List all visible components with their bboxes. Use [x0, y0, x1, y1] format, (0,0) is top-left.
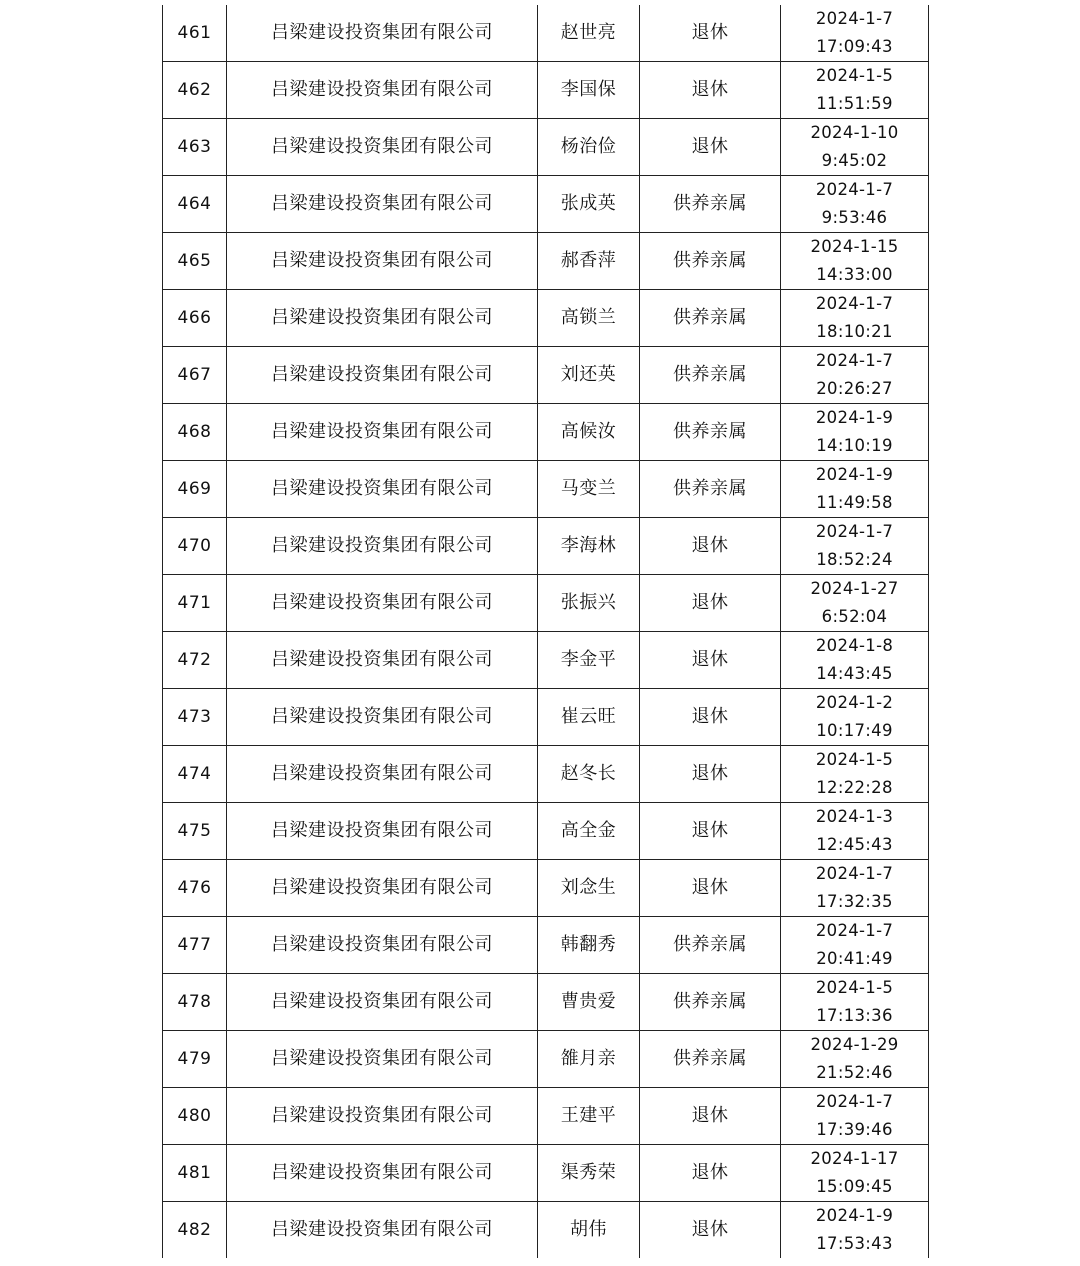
table-row	[163, 233, 929, 290]
submitted-at-cell	[781, 1202, 929, 1259]
records-table	[162, 5, 929, 1258]
submitted-time: 17:13:36	[816, 1006, 893, 1025]
row-number-cell: 482	[163, 1202, 227, 1259]
person-name-cell: 雒月亲	[538, 1031, 640, 1088]
person-name-cell: 王建平	[538, 1088, 640, 1145]
row-number-cell: 466	[163, 290, 227, 347]
category-cell: 退休	[640, 746, 781, 803]
table-row	[163, 518, 929, 575]
category-cell: 供养亲属	[640, 1031, 781, 1088]
row-number-cell: 480	[163, 1088, 227, 1145]
person-name-cell: 张振兴	[538, 575, 640, 632]
company-cell: 吕梁建设投资集团有限公司	[227, 62, 538, 119]
table-row	[163, 347, 929, 404]
submitted-at-cell	[781, 632, 929, 689]
submitted-at-cell	[781, 689, 929, 746]
person-name-cell: 杨治俭	[538, 119, 640, 176]
row-number-cell: 477	[163, 917, 227, 974]
row-number-cell: 471	[163, 575, 227, 632]
submitted-date: 2024-1-5	[815, 750, 894, 769]
company-cell: 吕梁建设投资集团有限公司	[227, 290, 538, 347]
submitted-date: 2024-1-7	[815, 864, 894, 883]
category-cell: 退休	[640, 5, 781, 62]
table-row	[163, 176, 929, 233]
submitted-date: 2024-1-7	[815, 1092, 894, 1111]
submitted-at-cell	[781, 233, 929, 290]
table-row	[163, 404, 929, 461]
company-cell: 吕梁建设投资集团有限公司	[227, 917, 538, 974]
submitted-date: 2024-1-5	[815, 66, 894, 85]
row-number-cell: 472	[163, 632, 227, 689]
records-table-body	[163, 5, 929, 1258]
row-number-cell: 475	[163, 803, 227, 860]
submitted-date: 2024-1-27	[810, 579, 899, 598]
submitted-date: 2024-1-7	[815, 180, 894, 199]
company-cell: 吕梁建设投资集团有限公司	[227, 974, 538, 1031]
company-cell: 吕梁建设投资集团有限公司	[227, 575, 538, 632]
submitted-date: 2024-1-3	[815, 807, 894, 826]
table-row	[163, 461, 929, 518]
table-row	[163, 860, 929, 917]
company-cell: 吕梁建设投资集团有限公司	[227, 176, 538, 233]
submitted-date: 2024-1-9	[815, 408, 894, 427]
person-name-cell: 李国保	[538, 62, 640, 119]
submitted-time: 10:17:49	[816, 721, 893, 740]
table-row	[163, 5, 929, 62]
row-number-cell: 465	[163, 233, 227, 290]
category-cell: 退休	[640, 1202, 781, 1259]
submitted-date: 2024-1-29	[810, 1035, 899, 1054]
category-cell: 退休	[640, 1145, 781, 1202]
category-cell: 供养亲属	[640, 404, 781, 461]
company-cell: 吕梁建设投资集团有限公司	[227, 632, 538, 689]
submitted-time: 18:52:24	[816, 550, 893, 569]
category-cell: 供养亲属	[640, 233, 781, 290]
submitted-at-cell	[781, 461, 929, 518]
submitted-at-cell	[781, 860, 929, 917]
person-name-cell: 崔云旺	[538, 689, 640, 746]
person-name-cell: 郝香萍	[538, 233, 640, 290]
table-row	[163, 803, 929, 860]
row-number-cell: 468	[163, 404, 227, 461]
table-row	[163, 746, 929, 803]
category-cell: 供养亲属	[640, 347, 781, 404]
row-number-cell: 473	[163, 689, 227, 746]
row-number-cell: 461	[163, 5, 227, 62]
submitted-at-cell	[781, 176, 929, 233]
submitted-at-cell	[781, 1031, 929, 1088]
submitted-at-cell	[781, 1145, 929, 1202]
submitted-at-cell	[781, 347, 929, 404]
submitted-time: 14:33:00	[816, 265, 893, 284]
submitted-at-cell	[781, 404, 929, 461]
table-row	[163, 974, 929, 1031]
person-name-cell: 张成英	[538, 176, 640, 233]
table-row	[163, 1088, 929, 1145]
company-cell: 吕梁建设投资集团有限公司	[227, 746, 538, 803]
table-row	[163, 575, 929, 632]
person-name-cell: 马变兰	[538, 461, 640, 518]
category-cell: 退休	[640, 518, 781, 575]
table-row	[163, 119, 929, 176]
company-cell: 吕梁建设投资集团有限公司	[227, 119, 538, 176]
category-cell: 退休	[640, 119, 781, 176]
person-name-cell: 赵世亮	[538, 5, 640, 62]
category-cell: 退休	[640, 803, 781, 860]
submitted-date: 2024-1-9	[815, 465, 894, 484]
row-number-cell: 464	[163, 176, 227, 233]
row-number-cell: 474	[163, 746, 227, 803]
submitted-date: 2024-1-17	[810, 1149, 899, 1168]
submitted-date: 2024-1-8	[815, 636, 894, 655]
submitted-at-cell	[781, 290, 929, 347]
row-number-cell: 481	[163, 1145, 227, 1202]
submitted-date: 2024-1-7	[815, 522, 894, 541]
table-row	[163, 689, 929, 746]
submitted-time: 14:43:45	[816, 664, 893, 683]
row-number-cell: 462	[163, 62, 227, 119]
table-row	[163, 1202, 929, 1259]
person-name-cell: 刘还英	[538, 347, 640, 404]
submitted-time: 20:26:27	[816, 379, 893, 398]
category-cell: 供养亲属	[640, 461, 781, 518]
person-name-cell: 高全金	[538, 803, 640, 860]
submitted-time: 18:10:21	[816, 322, 893, 341]
category-cell: 供养亲属	[640, 917, 781, 974]
submitted-at-cell	[781, 5, 929, 62]
submitted-time: 17:09:43	[816, 37, 893, 56]
company-cell: 吕梁建设投资集团有限公司	[227, 860, 538, 917]
row-number-cell: 476	[163, 860, 227, 917]
submitted-date: 2024-1-10	[810, 123, 899, 142]
submitted-date: 2024-1-7	[815, 351, 894, 370]
submitted-time: 20:41:49	[816, 949, 893, 968]
submitted-at-cell	[781, 917, 929, 974]
company-cell: 吕梁建设投资集团有限公司	[227, 1031, 538, 1088]
row-number-cell: 470	[163, 518, 227, 575]
person-name-cell: 高锁兰	[538, 290, 640, 347]
submitted-date: 2024-1-7	[815, 921, 894, 940]
submitted-at-cell	[781, 518, 929, 575]
category-cell: 退休	[640, 62, 781, 119]
category-cell: 供养亲属	[640, 290, 781, 347]
company-cell: 吕梁建设投资集团有限公司	[227, 803, 538, 860]
submitted-time: 6:52:04	[821, 607, 888, 626]
category-cell: 退休	[640, 860, 781, 917]
submitted-date: 2024-1-15	[810, 237, 899, 256]
table-row	[163, 1031, 929, 1088]
submitted-at-cell	[781, 746, 929, 803]
submitted-at-cell	[781, 803, 929, 860]
submitted-date: 2024-1-2	[815, 693, 894, 712]
submitted-time: 14:10:19	[816, 436, 893, 455]
company-cell: 吕梁建设投资集团有限公司	[227, 404, 538, 461]
row-number-cell: 463	[163, 119, 227, 176]
person-name-cell: 韩翻秀	[538, 917, 640, 974]
person-name-cell: 渠秀荣	[538, 1145, 640, 1202]
category-cell: 供养亲属	[640, 176, 781, 233]
category-cell: 退休	[640, 1088, 781, 1145]
company-cell: 吕梁建设投资集团有限公司	[227, 461, 538, 518]
person-name-cell: 赵冬长	[538, 746, 640, 803]
company-cell: 吕梁建设投资集团有限公司	[227, 347, 538, 404]
submitted-time: 21:52:46	[816, 1063, 893, 1082]
row-number-cell: 467	[163, 347, 227, 404]
row-number-cell: 469	[163, 461, 227, 518]
submitted-time: 17:39:46	[816, 1120, 893, 1139]
submitted-time: 9:45:02	[821, 151, 888, 170]
company-cell: 吕梁建设投资集团有限公司	[227, 1202, 538, 1259]
category-cell: 供养亲属	[640, 974, 781, 1031]
submitted-time: 17:32:35	[816, 892, 893, 911]
person-name-cell: 曹贵爱	[538, 974, 640, 1031]
table-row	[163, 62, 929, 119]
submitted-at-cell	[781, 575, 929, 632]
table-row	[163, 1145, 929, 1202]
person-name-cell: 高候汝	[538, 404, 640, 461]
company-cell: 吕梁建设投资集团有限公司	[227, 518, 538, 575]
submitted-time: 12:45:43	[816, 835, 893, 854]
category-cell: 退休	[640, 632, 781, 689]
company-cell: 吕梁建设投资集团有限公司	[227, 233, 538, 290]
submitted-date: 2024-1-7	[815, 294, 894, 313]
person-name-cell: 李海林	[538, 518, 640, 575]
person-name-cell: 胡伟	[538, 1202, 640, 1259]
submitted-at-cell	[781, 974, 929, 1031]
person-name-cell: 刘念生	[538, 860, 640, 917]
table-row	[163, 290, 929, 347]
submitted-date: 2024-1-7	[815, 9, 894, 28]
person-name-cell: 李金平	[538, 632, 640, 689]
submitted-date: 2024-1-5	[815, 978, 894, 997]
category-cell: 退休	[640, 575, 781, 632]
company-cell: 吕梁建设投资集团有限公司	[227, 5, 538, 62]
table-row	[163, 917, 929, 974]
submitted-date: 2024-1-9	[815, 1206, 894, 1225]
row-number-cell: 478	[163, 974, 227, 1031]
submitted-time: 11:51:59	[816, 94, 893, 113]
submitted-time: 12:22:28	[816, 778, 893, 797]
submitted-time: 15:09:45	[816, 1177, 893, 1196]
submitted-time: 9:53:46	[821, 208, 888, 227]
category-cell: 退休	[640, 689, 781, 746]
company-cell: 吕梁建设投资集团有限公司	[227, 1088, 538, 1145]
submitted-at-cell	[781, 1088, 929, 1145]
company-cell: 吕梁建设投资集团有限公司	[227, 1145, 538, 1202]
row-number-cell: 479	[163, 1031, 227, 1088]
table-row	[163, 632, 929, 689]
submitted-time: 17:53:43	[816, 1234, 893, 1253]
company-cell: 吕梁建设投资集团有限公司	[227, 689, 538, 746]
submitted-time: 11:49:58	[816, 493, 893, 512]
submitted-at-cell	[781, 62, 929, 119]
submitted-at-cell	[781, 119, 929, 176]
